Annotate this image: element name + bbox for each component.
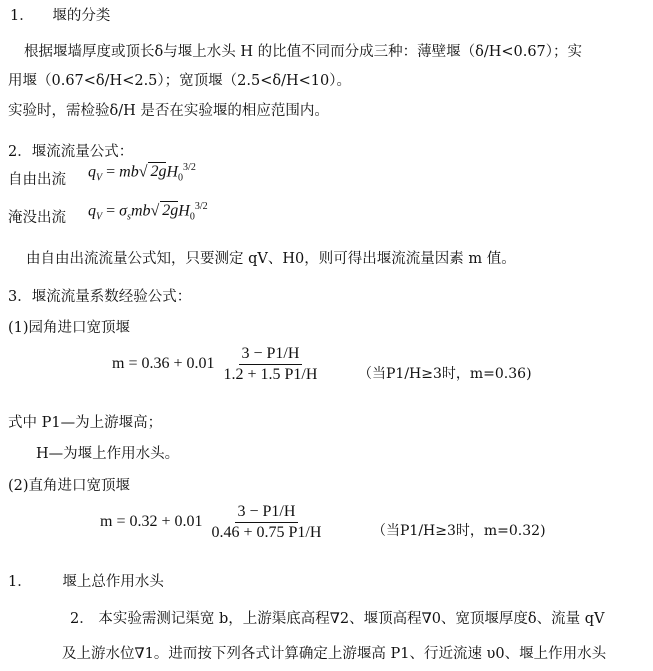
submerged-flow-formula: $q_V = \sigma_smb√$ $2gH_0^{3/2}$ xyxy=(88,201,208,223)
case-2-fraction xyxy=(209,503,325,542)
classification-line-2: 用堰（0.67<δ/H<2.5）；宽顶堰（2.5<δ/H<10）。 xyxy=(8,73,351,89)
measurement-line-1: 2． 本实验需测记渠宽 b，上游渠底高程∇2、堰顶高程∇0、宽顶堰厚度δ、流量 qV xyxy=(70,611,605,627)
classification-line-3: 实验时，需检验δ/H 是否在实验堰的相应范围内。 xyxy=(8,103,329,119)
case-2-denominator: 0.46 + 0.75 P1/H xyxy=(211,524,322,541)
case-2-formula xyxy=(100,503,326,542)
formula-explanation: 由自由出流流量公式知，只要测定 qV、H0，则可得出堰流流量因素 m 值。 xyxy=(26,251,516,267)
case-2-title: (2)直角进口宽顶堰 xyxy=(8,478,131,494)
free-flow-label: 自由出流 xyxy=(8,172,66,188)
case-2-lhs: m = 0.32 + 0.01 xyxy=(100,513,203,531)
section-2-heading: 2．堰流流量公式： xyxy=(8,144,134,160)
definition-p1: 式中 P1—为上游堰高； xyxy=(8,415,163,431)
case-1-numerator: 3 − P1/H xyxy=(239,345,303,365)
section-4-heading xyxy=(8,572,164,592)
section-4-title: 堰上总作用水头 xyxy=(62,574,164,590)
case-1-formula xyxy=(112,345,322,384)
case-2-note: （当P1/H≥3时，m=0.32) xyxy=(372,523,546,539)
section-1-number: 1． xyxy=(10,8,34,24)
section-1-title: 堰的分类 xyxy=(52,8,111,24)
case-1-lhs: m = 0.36 + 0.01 xyxy=(112,355,215,373)
definition-h: H—为堰上作用水头。 xyxy=(36,446,180,462)
case-1-fraction xyxy=(221,345,321,384)
section-3-heading: 3．堰流流量系数经验公式： xyxy=(8,289,192,305)
classification-line-1: 根据堰墙厚度或顶长δ与堰上水头 H 的比值不同而分成三种：薄壁堰（δ/H<0.67）；实 xyxy=(24,44,583,60)
submerged-flow-label: 淹没出流 xyxy=(8,210,66,226)
case-2-numerator: 3 − P1/H xyxy=(235,503,299,523)
measurement-line-2: 及上游水位∇1。进而按下列各式计算确定上游堰高 P1、行近流速 υ0、堰上作用水头 xyxy=(62,646,607,662)
section-1-heading xyxy=(10,6,110,26)
case-1-title: (1)园角进口宽顶堰 xyxy=(8,320,131,336)
free-flow-formula: $q_V = mb√$ $2gH_0^{3/2}$ xyxy=(88,162,196,184)
case-1-denominator: 1.2 + 1.5 P1/H xyxy=(223,366,318,383)
case-1-note: （当P1/H≥3时，m=0.36) xyxy=(358,366,532,382)
section-4-number: 1． xyxy=(8,574,32,590)
